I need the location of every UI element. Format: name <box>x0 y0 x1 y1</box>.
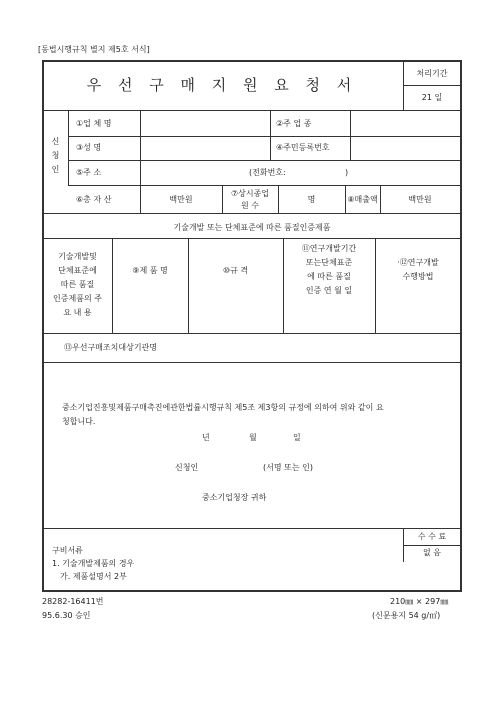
processing-period-label: 처리기간 <box>416 69 448 78</box>
dev-period-label-2: 또는단체표준 <box>305 258 353 267</box>
applicant-sign-label: 신청인 <box>175 463 199 472</box>
sales-label: ⑧매출액 <box>347 195 378 204</box>
assets-unit: 백만원 <box>169 195 193 204</box>
dev-period-label-1: ⑪연구개발기간 <box>301 244 357 253</box>
approval-date: 95.6.30 승인 <box>42 611 91 620</box>
statement-body-line-2: 청합니다. <box>62 417 96 426</box>
attachment-item-1: 1. 기술개발제품의 경우 <box>52 559 135 568</box>
representative-name-label: ③성 명 <box>76 143 102 152</box>
products-left-label-5: 요 내 용 <box>63 308 92 317</box>
dev-method-label-2: 수행방법 <box>402 272 434 281</box>
phone-close: ) <box>345 168 349 177</box>
frame-right <box>460 60 462 592</box>
form-basis-label: [동법시행규칙 별지 제5호 서식] <box>38 45 150 54</box>
product-name-label: ⑨제 품 명 <box>132 266 168 275</box>
resident-number-label: ④주민등록번호 <box>276 143 330 152</box>
products-left-label-2: 단체표준에 <box>58 266 97 275</box>
employees-label-2: 원 수 <box>241 201 259 210</box>
address-label: ⑤주 소 <box>76 168 102 177</box>
spec-label: ⑩규 격 <box>222 266 249 275</box>
date-month: 월 <box>249 433 257 442</box>
dev-period-label-3: 에 따른 품질 <box>307 272 351 281</box>
sales-unit: 백만원 <box>408 195 432 204</box>
date-year: 년 <box>202 433 210 442</box>
form-title: 우 선 구 매 지 원 요 청 서 <box>86 76 358 94</box>
dev-period-label-4: 인증 연 월 일 <box>305 286 353 295</box>
applicant-label-1: 신 <box>51 137 60 146</box>
products-left-label-1: 기술개발및 <box>58 252 97 261</box>
main-business-label: ②주 업 종 <box>276 119 312 128</box>
employees-unit: 명 <box>307 195 316 204</box>
fee-value: 없 음 <box>423 548 441 557</box>
statement-body-line-1: 중소기업진흥및제품구매촉진에관한법률시행규칙 제5조 제3항의 규정에 의하여 위와 같이 요 <box>62 403 384 412</box>
attachment-item-2: 가. 제품설명서 2부 <box>60 572 127 581</box>
addressee-label: 중소기업청장 귀하 <box>202 493 267 502</box>
products-left-label-4: 인증제품의 주 <box>53 294 102 303</box>
company-name-label: ①업 체 명 <box>76 119 112 128</box>
processing-period-value: 21 일 <box>421 93 443 102</box>
products-left-label-3: 따른 품질 <box>60 280 95 289</box>
paper-weight: (신문용지 54 g/㎡) <box>372 611 441 620</box>
paper-size: 210㎜ × 297㎜ <box>390 597 449 606</box>
applicant-label-2: 청 <box>51 151 60 160</box>
applicant-label-3: 인 <box>51 165 60 174</box>
phone-label: (전화번호: <box>249 168 286 177</box>
form-code: 28282-16411번 <box>42 597 104 606</box>
frame-bottom <box>42 590 462 592</box>
total-assets-label: ⑥총 자 산 <box>76 195 112 204</box>
attachments-title: 구비서류 <box>52 546 83 555</box>
dev-method-label-1: ·⑫연구개발 <box>397 258 439 267</box>
fee-label: 수 수 료 <box>417 532 447 541</box>
frame-top <box>42 60 462 62</box>
products-section-header: 기술개발 또는 단체표준에 따른 품질인증제품 <box>173 223 331 232</box>
signature-note: (서명 또는 인) <box>263 463 313 472</box>
target-org-label: ⑬우선구매조치대상기관명 <box>64 343 158 352</box>
employees-label-1: ⑦상시종업 <box>230 189 270 198</box>
date-day: 일 <box>293 433 301 442</box>
